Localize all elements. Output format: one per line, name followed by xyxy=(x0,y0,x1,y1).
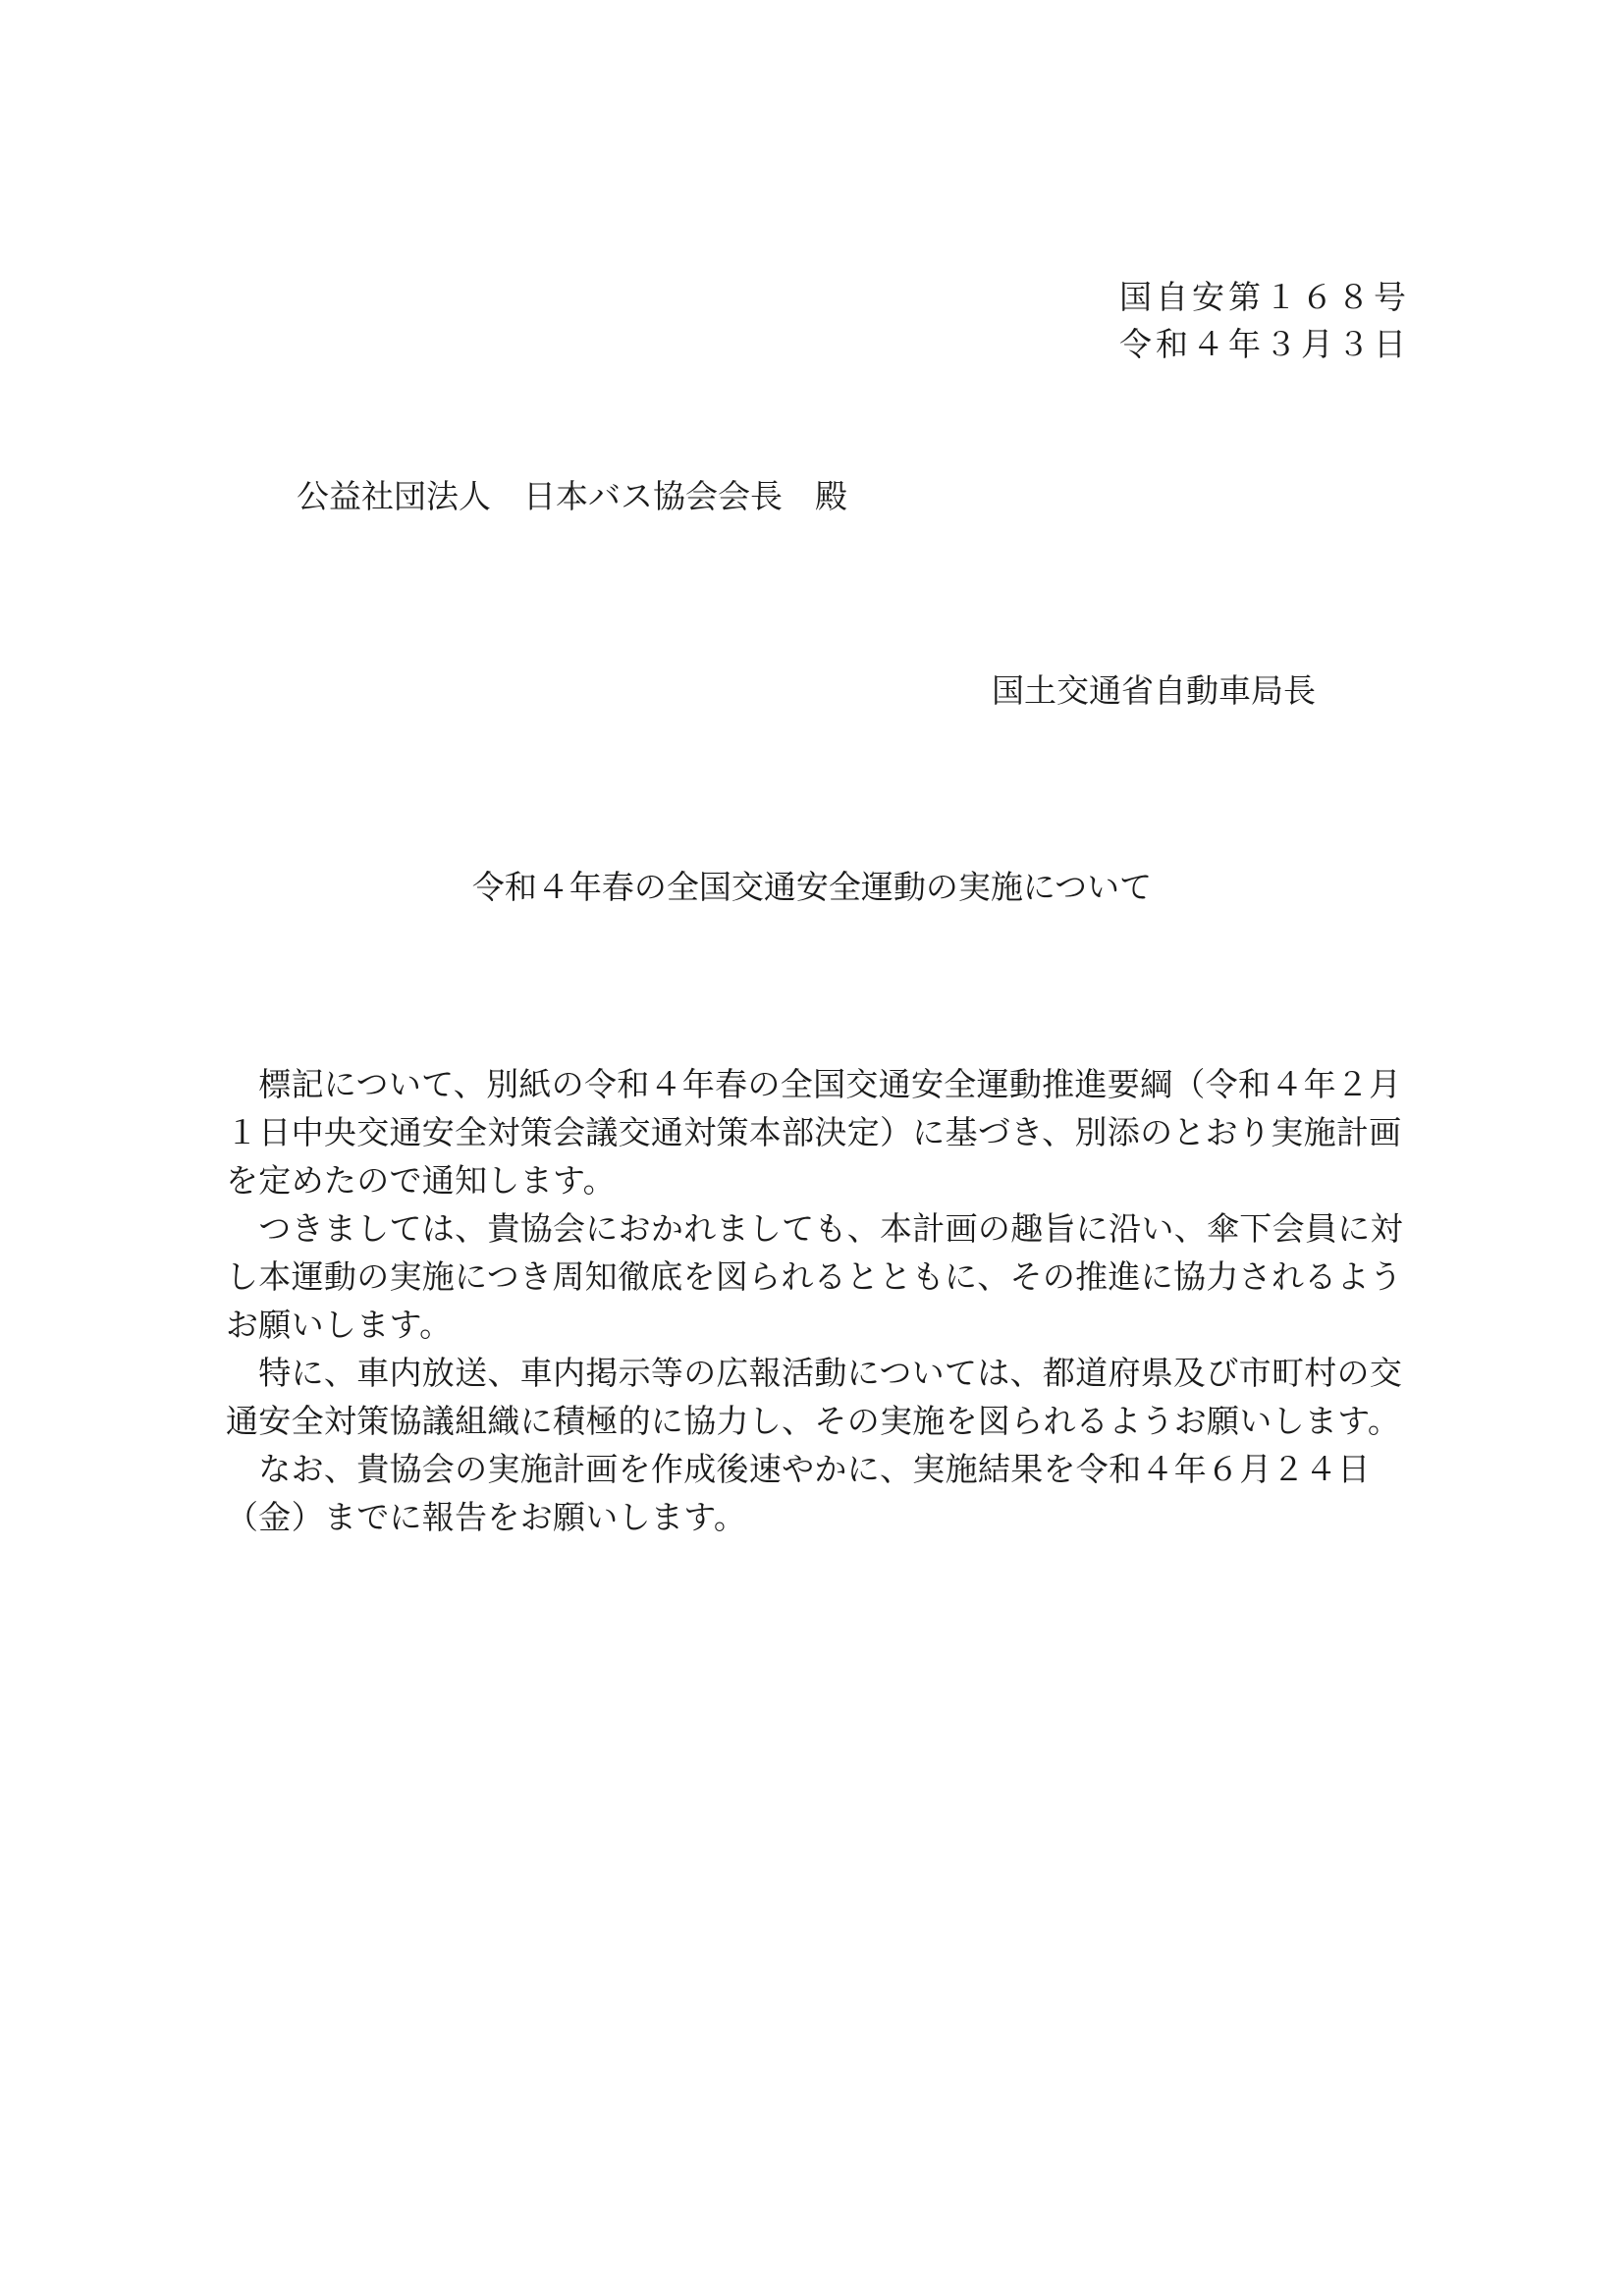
body-line: を定めたので通知します。 xyxy=(226,1161,616,1200)
body-line: 特に、車内放送、車内掲示等の広報活動については、都道府県及び市町村の交 xyxy=(226,1354,1403,1392)
document-number: 国自安第１６８号 xyxy=(1119,278,1410,316)
body-line: し本運動の実施につき周知徹底を図られるとともに、その推進に協力されるよう xyxy=(226,1257,1403,1296)
body-line: 標記について、別紙の令和４年春の全国交通安全運動推進要綱（令和４年２月 xyxy=(226,1065,1402,1103)
body-line: お願いします。 xyxy=(226,1306,453,1344)
body-line: （金）までに報告をお願いします。 xyxy=(226,1498,747,1536)
body-line: １日中央交通安全対策会議交通対策本部決定）に基づき、別添のとおり実施計画 xyxy=(226,1113,1402,1151)
addressee: 公益社団法人 日本バス協会会長 殿 xyxy=(297,477,847,515)
body-line: なお、貴協会の実施計画を作成後速やかに、実施結果を令和４年６月２４日 xyxy=(226,1450,1371,1488)
body-line: つきましては、貴協会におかれましても、本計画の趣旨に沿い、傘下会員に対 xyxy=(226,1209,1403,1248)
sender: 国土交通省自動車局長 xyxy=(992,671,1316,710)
document-date: 令和４年３月３日 xyxy=(1119,325,1410,363)
body-text xyxy=(226,1060,1434,1541)
document-subject: 令和４年春の全国交通安全運動の実施について xyxy=(471,868,1153,906)
document-reference xyxy=(1119,274,1443,368)
body-line: 通安全対策協議組織に積極的に協力し、その実施を図られるようお願いします。 xyxy=(226,1402,1401,1440)
